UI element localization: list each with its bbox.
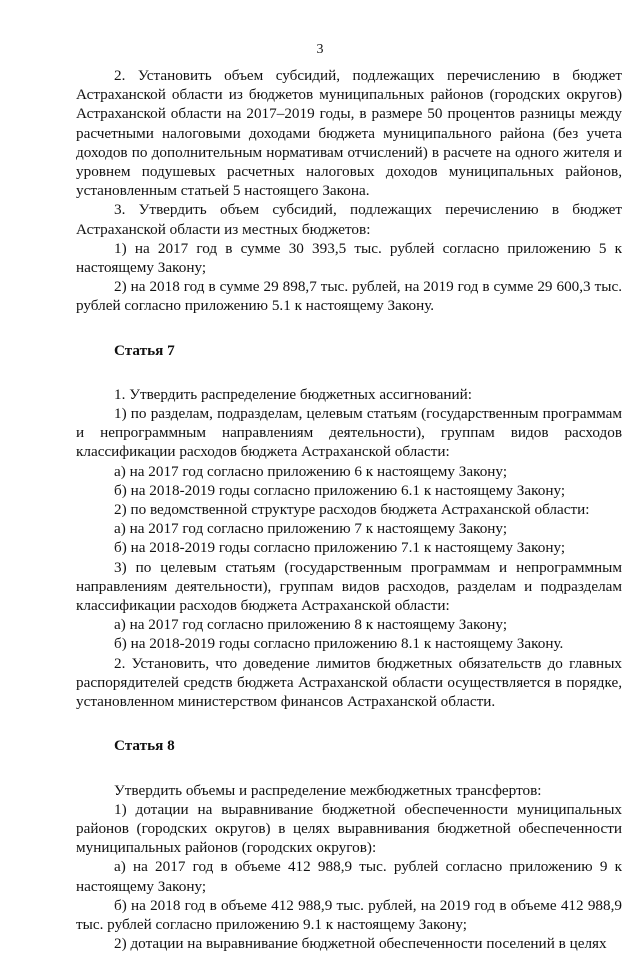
article-7-paragraph-1: 1. Утвердить распределение бюджетных ассигнований: bbox=[114, 385, 472, 403]
article-7-item-3b: б) на 2018-2019 годы согласно приложению 8.1 к настоящему Закону. bbox=[114, 635, 564, 653]
article-8-item-1a: а) на 2017 год в объеме 412 988,9 тыс. рублей согласно приложению 9 к настоящему Закону; bbox=[76, 858, 622, 895]
article-8-heading: Статья 8 bbox=[114, 737, 175, 755]
article-7-item-1: 1) по разделам, подразделам, целевым статьям (государственным программам и непрограммным направлениям деятельности), группам видов расходов классификации расходов бюджета Астраханской области: bbox=[76, 405, 622, 461]
article-7-item-1b: б) на 2018-2019 годы согласно приложению 6.1 к настоящему Закону; bbox=[114, 481, 566, 499]
article-7-item-3a: а) на 2017 год согласно приложению 8 к настоящему Закону; bbox=[114, 616, 508, 634]
article-7-item-2: 2) по ведомственной структуре расходов бюджета Астраханской области: bbox=[114, 501, 590, 519]
article-8-intro: Утвердить объемы и распределение межбюджетных трансфертов: bbox=[114, 781, 542, 799]
article-7-item-2a: а) на 2017 год согласно приложению 7 к настоящему Закону; bbox=[114, 520, 508, 538]
article-7-paragraph-2: 2. Установить, что доведение лимитов бюджетных обязательств до главных распорядителей средств бюджета Астраханской области осуществляется в порядке, установленном министерством финансов Астраханской области. bbox=[76, 654, 622, 711]
paragraph-subsidies-3: 3. Утвердить объем субсидий, подлежащих перечислению в бюджет Астраханской области из местных бюджетов: bbox=[76, 201, 622, 238]
paragraph-subsidies-2: 2. Установить объем субсидий, подлежащих перечислению в бюджет Астраханской области из бюджетов муниципальных районов (городских округов) Астраханской области на 2017–2019 годы, в размере 50 процентов разницы между расчетными налоговыми доходами бюджета муниципального района (без учета доходов по дополнительным нормативам отчислений) в расчете на одного жителя и уровнем подушевых расчетных налоговых доходов муниципальных районов, установленным статьей 5 настоящего Закона. bbox=[76, 67, 622, 200]
article-7-item-2b: б) на 2018-2019 годы согласно приложению 7.1 к настоящему Закону; bbox=[114, 539, 566, 557]
article-7-item-3: 3) по целевым статьям (государственным программам и непрограммным направлениям деятельности), группам видов расходов, разделам и подразделам классификации расходов бюджета Астраханской области: bbox=[76, 558, 622, 615]
page-number: 3 bbox=[316, 42, 324, 57]
article-8-item-1: 1) дотации на выравнивание бюджетной обеспеченности муниципальных районов (городских округов) в целях выравнивания бюджетной обеспеченности муниципальных районов (городских округов): bbox=[76, 800, 622, 857]
paragraph-subsidies-3-item-2: 2) на 2018 год в сумме 29 898,7 тыс. рублей, на 2019 год в сумме 29 600,3 тыс. рублей согласно приложению 5.1 к настоящему Закону. bbox=[76, 278, 622, 315]
article-7-item-1a: а) на 2017 год согласно приложению 6 к настоящему Закону; bbox=[114, 462, 508, 480]
paragraph-subsidies-3-item-1: 1) на 2017 год в сумме 30 393,5 тыс. рублей согласно приложению 5 к настоящему Закону; bbox=[76, 239, 622, 277]
article-8-item-2: 2) дотации на выравнивание бюджетной обеспеченности поселений в целях bbox=[114, 935, 607, 953]
article-7-heading: Статья 7 bbox=[114, 341, 175, 359]
article-8-item-1b: б) на 2018 год в объеме 412 988,9 тыс. рублей, на 2019 год в объеме 412 988,9 тыс. рублей согласно приложению 9.1 к настоящему Закону; bbox=[76, 896, 622, 933]
document-body bbox=[76, 66, 622, 953]
